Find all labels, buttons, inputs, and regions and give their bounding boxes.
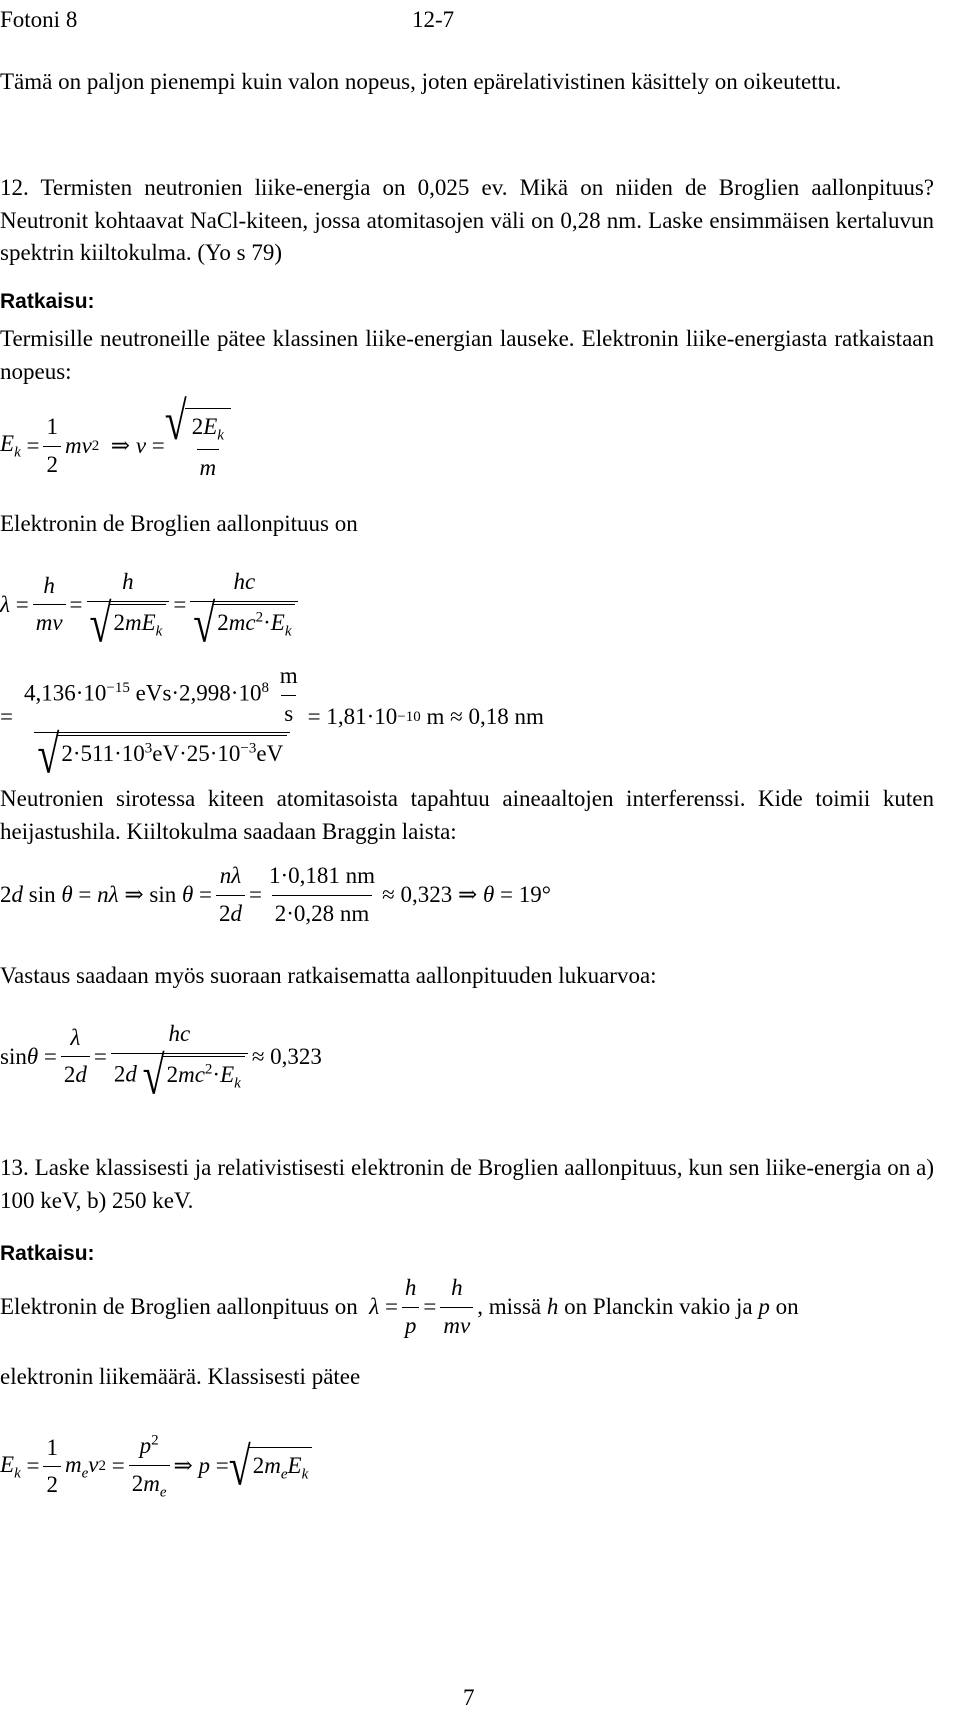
paragraph-4: Elektronin de Broglien aallonpituus on xyxy=(0,511,358,536)
paragraph-8: Elektronin de Broglien aallonpituus on λ = $\frac{h}{p}$ = $\frac{h}{mv}$ , missä h on Planckin vakio ja p on xyxy=(0,1272,799,1342)
paragraph-5: Neutronien sirotessa kiteen atomitasoista tapahtuu aineaaltojen interferenssi. Kide toimii kuten heijastushila. Kiiltokulma saadaan Braggin laista: xyxy=(0,786,934,844)
equation-momentum: $E_k$ = $\frac{1}{2}$ $m_ev$ 2 = $\frac{p^2}{2m_e}$ ⇒ p = √ $2m_eE_k$ xyxy=(0,1430,312,1504)
solution-heading-1: Ratkaisu: xyxy=(0,290,95,313)
solution-heading-2: Ratkaisu: xyxy=(0,1242,95,1265)
problem-13: 13. Laske klassisesti ja relativistisesti elektronin de Broglien aallonpituus, kun sen liike-energia on a) 100 keV, b) 250 keV. xyxy=(0,1155,934,1213)
paragraph-1: Tämä on paljon pienempi kuin valon nopeus, joten epärelativistinen käsittely on oikeutettu. xyxy=(0,69,842,94)
equation-bragg: 2 d sin θ = nλ ⇒ sin θ = $\frac{n\lambda}{2d}$ = $\frac{1\cdot 0,181 nm}{2\cdot 0,28 nm}$ ≈ 0,323 ⇒ θ = 19° xyxy=(0,860,551,930)
header-title: Fotoni 8 xyxy=(0,7,78,32)
equation-numeric: = $4,136\cdot 10^{-15}$ $eVs\cdot 2,998\cdot 10^8$ $\frac{m}{s}$ √ $2\cdot 511\cdot 10^3eV\cdot 25\cdot 10^{-3}eV$ = 1,81·10 −10 m ≈ 0,18 nm xyxy=(0,663,544,786)
paragraph-6: Vastaus saadaan myös suoraan ratkaisematta aallonpituuden lukuarvoa: xyxy=(0,963,657,988)
paragraph-3: Termisille neutroneille pätee klassinen liike-energian lauseke. Elektronin liike-energiasta ratkaistaan nopeus: xyxy=(0,326,934,384)
equation-kinetic-energy: $E_k$ = $\frac{1}{2}$ mv 2 ⇒ v = √ $\frac{2E_k}{m}$ xyxy=(0,408,231,485)
equation-sin-theta: sin θ = $\frac{\lambda}{2d}$ = hc 2d √ $2mc^2\cdot E_k$ ≈ 0,323 xyxy=(0,1021,322,1106)
problem-12: 12. Termisten neutronien liike-energia on 0,025 ev. Mikä on niiden de Broglien aallonpituus? Neutronit kohtaavat NaCl-kiteen, jossa atomitasojen väli on 0,28 nm. Laske ensimmäisen kertaluvun spektrin kiiltokulma. (Yo s 79) xyxy=(0,175,934,266)
page-number: 7 xyxy=(463,1685,475,1710)
header-page-code: 12-7 xyxy=(412,7,455,32)
paragraph-9: elektronin liikemäärä. Klassisesti pätee xyxy=(0,1364,361,1389)
equation-de-broglie: λ = $\frac{h}{mv}$ = h √ $2mE_k$ = hc √ $2mc^2\cdot E_k$ xyxy=(0,566,302,644)
